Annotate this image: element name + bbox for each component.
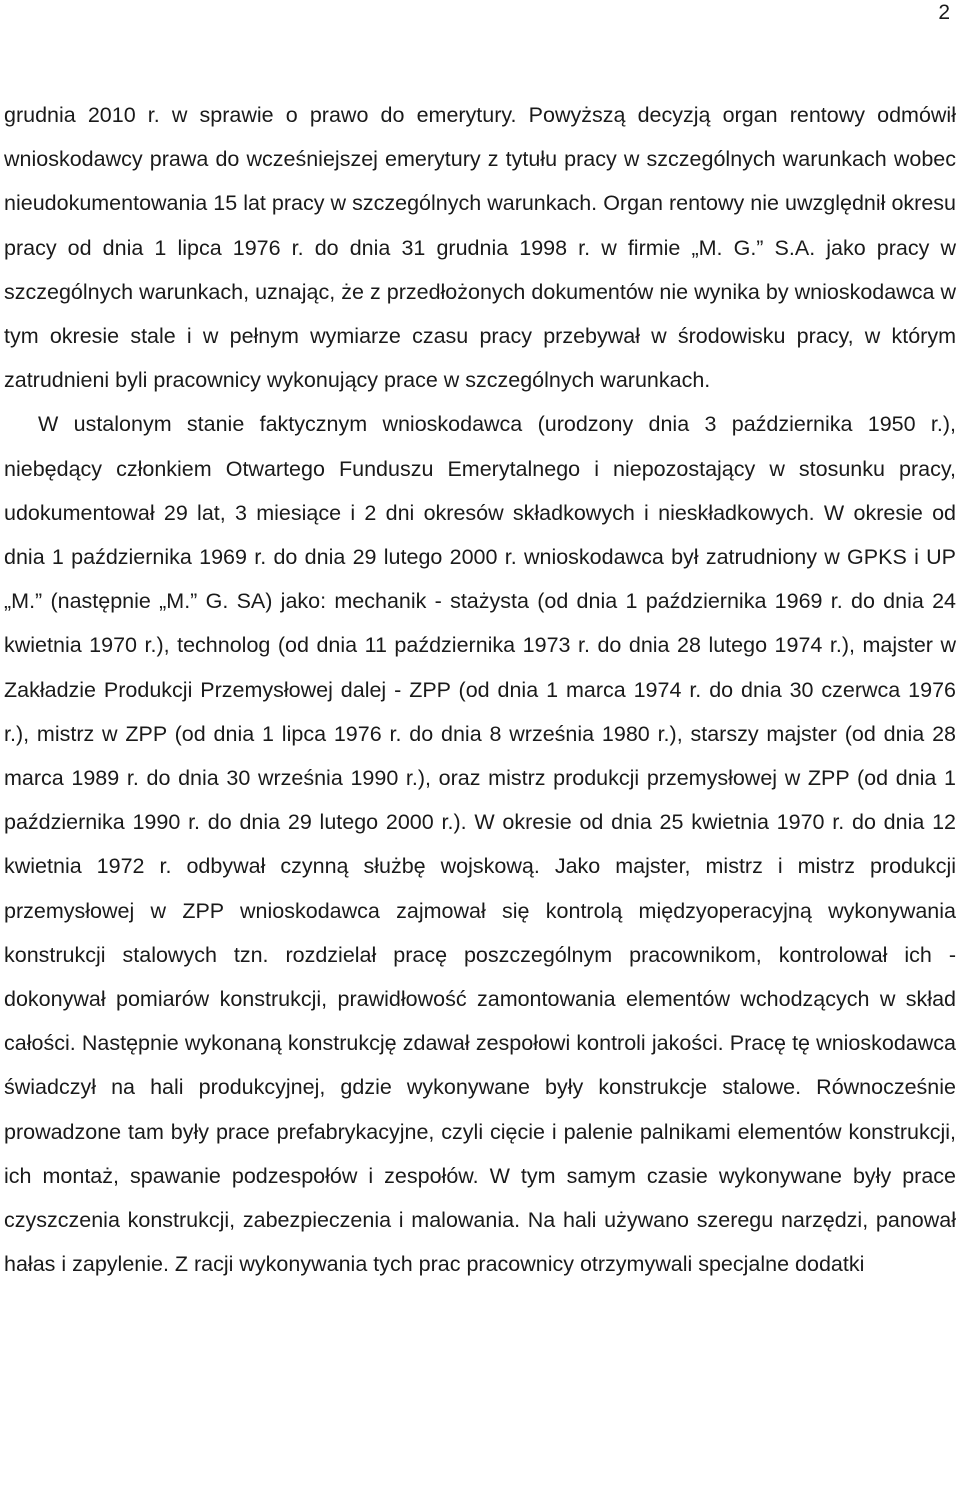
- paragraph-facts: W ustalonym stanie faktycznym wnioskodawca (urodzony dnia 3 października 1950 r.), niebędący członkiem Otwartego Funduszu Emerytalnego i niepozostający w stosunku pracy, udokumentował 29 lat, 3 miesiące i 2 dni okresów składkowych i nieskładkowych. W okresie od dnia 1 października 1969 r. do dnia 29 lutego 2000 r. wnioskodawca był zatrudniony w GPKS i UP „M.” (następnie „M.” G. SA) jako: mechanik - stażysta (od dnia 1 października 1969 r. do dnia 24 kwietnia 1970 r.), technolog (od dnia 11 października 1973 r. do dnia 28 lutego 1974 r.), majster w Zakładzie Produkcji Przemysłowej dalej - ZPP (od dnia 1 marca 1974 r. do dnia 30 czerwca 1976 r.), mistrz w ZPP (od dnia 1 lipca 1976 r. do dnia 8 września 1980 r.), starszy majster (od dnia 28 marca 1989 r. do dnia 30 września 1990 r.), oraz mistrz produkcji przemysłowej w ZPP (od dnia 1 października 1990 r. do dnia 29 lutego 2000 r.). W okresie od dnia 25 kwietnia 1970 r. do dnia 12 kwietnia 1972 r. odbywał czynną służbę wojskową. Jako majster, mistrz i mistrz produkcji przemysłowej w ZPP wnioskodawca zajmował się kontrolą międzyoperacyjną wykonywania konstrukcji stalowych tzn. rozdzielał pracę poszczególnym pracownikom, kontrolował ich - dokonywał pomiarów konstrukcji, prawidłowość zamontowania elementów wchodzących w skład całości. Następnie wykonaną konstrukcję zdawał zespołowi kontroli jakości. Pracę tę wnioskodawca świadczył na hali produkcyjnej, gdzie wykonywane były konstrukcje stalowe. Równocześnie prowadzone tam były prace prefabrykacyjne, czyli cięcie i palenie palnikami elementów konstrukcji, ich montaż, spawanie podzespołów i zespołów. W tym samym czasie wykonywane były prace czyszczenia konstrukcji, zabezpieczenia i malowania. Na hali używano szeregu narzędzi, panował hałas i zapylenie. Z racji wykonywania tych prac pracownicy otrzymywali specjalne dodatki: [4, 412, 956, 1277]
- document-body: [4, 93, 956, 1286]
- paragraph-decision: grudnia 2010 r. w sprawie o prawo do emerytury. Powyższą decyzją organ rentowy odmówił wnioskodawcy prawa do wcześniejszej emerytury z tytułu pracy w szczególnych warunkach wobec nieudokumentowania 15 lat pracy w szczególnych warunkach. Organ rentowy nie uwzględnił okresu pracy od dnia 1 lipca 1976 r. do dnia 31 grudnia 1998 r. w firmie „M. G.” S.A. jako pracy w szczególnych warunkach, uznając, że z przedłożonych dokumentów nie wynika by wnioskodawca w tym okresie stale i w pełnym wymiarze czasu pracy przebywał w środowisku pracy, w którym zatrudnieni byli pracownicy wykonujący prace w szczególnych warunkach.: [4, 103, 956, 393]
- page-number: 2: [938, 1, 950, 24]
